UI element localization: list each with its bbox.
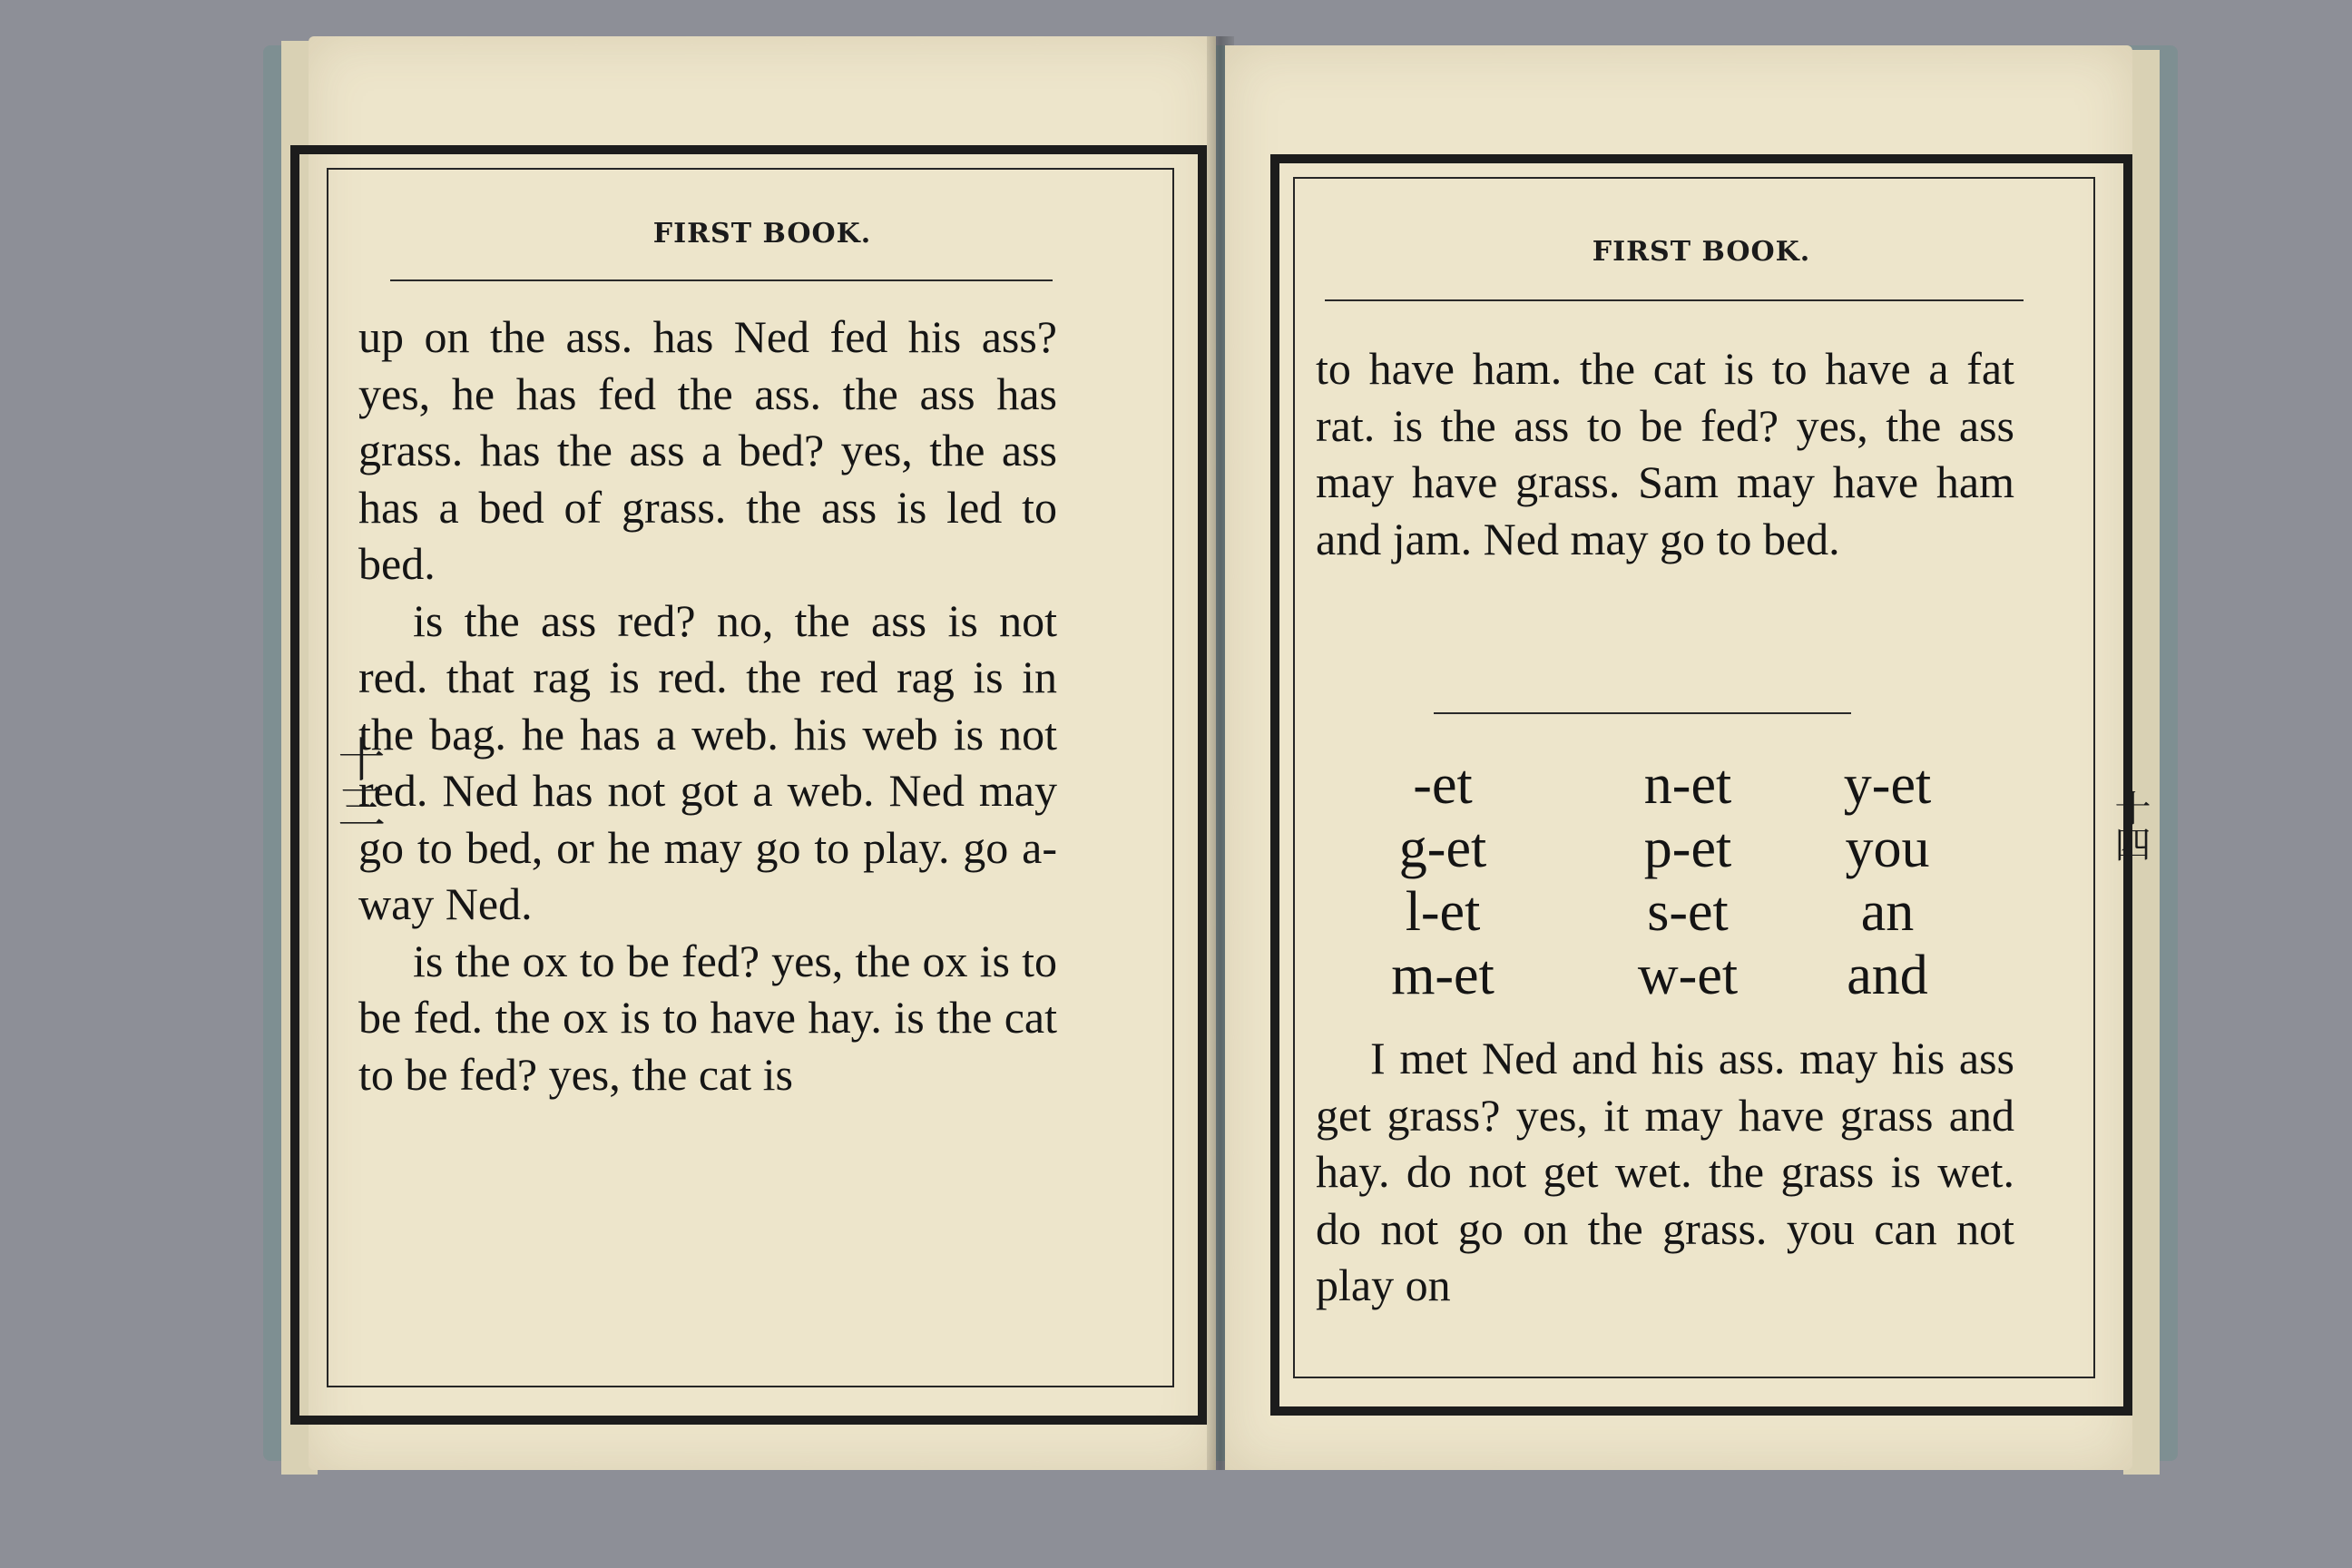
left-paragraph-3: is the ox to be fed? yes, the ox is to be fed. the ox is to have hay. is the cat to be fed? yes, the cat is: [358, 935, 1057, 1100]
left-page: [309, 36, 1216, 1470]
right-paragraph-top: to have ham. the cat is to have a fat rat. is the ass to be fed? yes, the ass may have grass. Sam may have ham and jam. Ned may go to bed.: [1316, 343, 2014, 564]
right-body-text-bottom: [1316, 1030, 2014, 1314]
right-margin-page-mark: 十四: [2109, 789, 2151, 862]
word-cell: g-et: [1398, 818, 1487, 879]
right-body-text-top: [1316, 340, 2014, 567]
word-cell: -et: [1413, 754, 1473, 816]
word-cell: s-et: [1647, 881, 1729, 943]
left-head-rule: [390, 279, 1053, 281]
left-paragraph-2: is the ass red? no, the ass is not red. that rag is red. the red rag is in the bag. he has a web. his web is not red. Ned has not got a web. Ned may go to bed, or he may go to play. go a-way Ned.: [358, 594, 1057, 929]
word-cell: l-et: [1405, 881, 1481, 943]
word-cell: m-et: [1391, 945, 1494, 1006]
left-body-text: [358, 309, 1057, 1102]
word-cell: w-et: [1637, 945, 1739, 1006]
word-family-table: [1316, 753, 1969, 1007]
left-paragraph-1: up on the ass. has Ned fed his ass? yes, he has fed the ass. the ass has grass. has the ass a bed? yes, the ass has a bed of grass. the ass is led to bed.: [358, 311, 1057, 589]
word-cell: an: [1860, 881, 1915, 943]
open-book: [263, 27, 2178, 1479]
right-page: [1225, 45, 2132, 1470]
word-cell: y-et: [1843, 754, 1932, 816]
word-cell: you: [1845, 818, 1930, 879]
left-running-head: FIRST BOOK.: [652, 218, 872, 250]
right-running-head: FIRST BOOK.: [1592, 236, 1811, 268]
right-paragraph-bottom: I met Ned and his ass. may his ass get grass? yes, it may have grass and hay. do not get wet. the grass is wet. do not go on the grass. you can not play on: [1316, 1033, 2014, 1310]
word-cell: and: [1847, 945, 1928, 1006]
word-cell: n-et: [1643, 754, 1732, 816]
left-margin-page-mark: 十三: [329, 735, 384, 829]
right-head-rule: [1325, 299, 2024, 301]
right-section-rule: [1434, 712, 1851, 714]
word-cell: p-et: [1643, 818, 1732, 879]
